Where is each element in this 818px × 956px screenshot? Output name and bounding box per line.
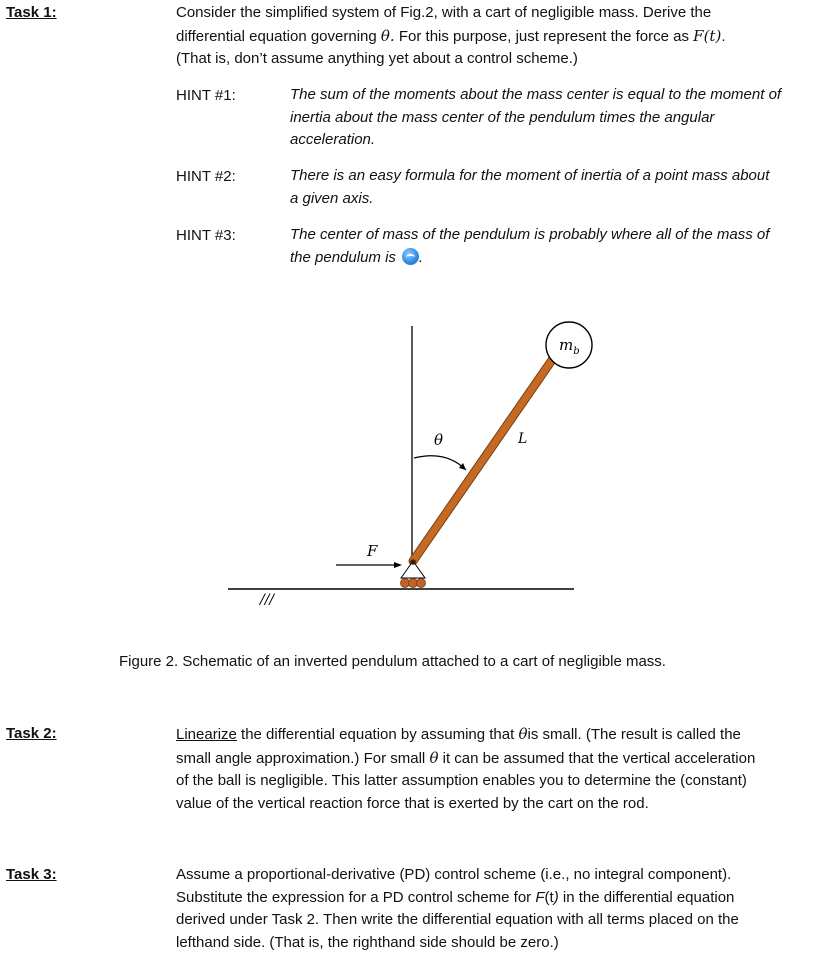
task-1-label: Task 1: [6,4,57,21]
cart-wheel-right [417,579,426,588]
figure-caption: Figure 2. Schematic of an inverted pendulum attached to a cart of negligible mass. [119,653,666,670]
force-function: F(t) [693,26,722,45]
task-1-line-3: (That is, don’t assume anything yet about a control scheme.) [176,50,578,67]
ground-hatch: /// [260,592,275,608]
task-2-line-1 [176,723,812,747]
mass-subscript: b [573,346,580,357]
task-2-line-2 [176,747,812,771]
hint-3-line-1: The center of mass of the pendulum is probably where all of the mass of [290,226,770,243]
task-1-line-2-c: . [721,27,726,45]
task-2-line-1-c: is small. (The result is called the [527,726,741,743]
pendulum-figure [0,300,818,610]
task-1-line-2-a: differential equation governing [176,27,381,45]
task-3-line-2-a: Substitute the expression for a PD control scheme for [176,888,536,906]
hint-3-label: HINT #3: [176,227,236,244]
force-arrowhead [394,562,402,568]
task-2-label: Task 2: [6,725,57,742]
task-3-line-3: derived under Task 2. Then write the differential equation with all terms placed on the [176,911,739,928]
task-3-line-1: Assume a proportional-derivative (PD) control scheme (i.e., no integral component). [176,866,732,883]
hint-1-line-1: The sum of the moments about the mass center is equal to the moment of [290,86,782,103]
hint-3-suffix: . [418,248,424,266]
task-3-line-2-b: in the differential equation [558,888,735,906]
theta-arrowhead [459,463,466,470]
task-1-line-2 [176,25,812,49]
task-2-line-2-a: small angle approximation.) For small [176,749,430,767]
linearize-word: Linearize [176,726,237,743]
theta-symbol: θ [429,748,439,767]
hint-2-line-2: a given axis. [290,189,374,207]
theta-symbol: θ. [380,26,395,45]
task-2-line-4: value of the vertical reaction force that is exerted by the cart on the rod. [176,794,649,812]
mass-label: $m_b$ [559,336,580,357]
hint-2-line-1: There is an easy formula for the moment of inertia of a point mass about [290,167,770,184]
task-1-line-2-b: For this purpose, just represent the force as [394,27,694,45]
hint-1-text [290,84,814,152]
task-3-text [176,864,812,954]
hint-3-line-2-text: the pendulum is [290,248,396,266]
force-symbol: F [535,888,545,906]
hint-2-text [290,165,814,210]
task-3-line-4: lefthand side. (That is, the righthand side should be zero.) [176,933,559,951]
force-argument-close: ) [553,888,559,906]
pendulum-rod [413,360,552,561]
hint-1-label: HINT #1: [176,87,236,104]
smiling-ball-icon [402,248,419,265]
hint-1-line-2: inertia about the mass center of the pendulum times the angular [290,108,715,126]
task-3-label: Task 3: [6,866,57,883]
hint-3-line-2 [290,247,814,270]
task-3-line-2 [176,887,812,910]
task-2-text [176,723,812,815]
task-1-text [176,2,812,71]
task-1-line-1: Consider the simplified system of Fig.2, with a cart of negligible mass. Derive the [176,4,712,21]
pivot-joint [410,559,416,565]
theta-arc [414,456,466,470]
task-2-line-3: of the ball is negligible. This latter assumption enables you to determine the (constant) [176,772,747,789]
hint-2-label: HINT #2: [176,168,236,185]
theta-symbol: θ [518,725,528,743]
task-2-line-1-b: the differential equation by assuming that [236,726,519,743]
task-2-line-2-b: it can be assumed that the vertical acceleration [438,749,756,767]
force-label: F [367,542,378,560]
theta-label: θ [434,431,444,449]
length-label: L [518,431,528,447]
hint-3-text [290,224,814,269]
hint-1-line-3: acceleration. [290,131,376,148]
force-argument: (t [544,888,554,906]
